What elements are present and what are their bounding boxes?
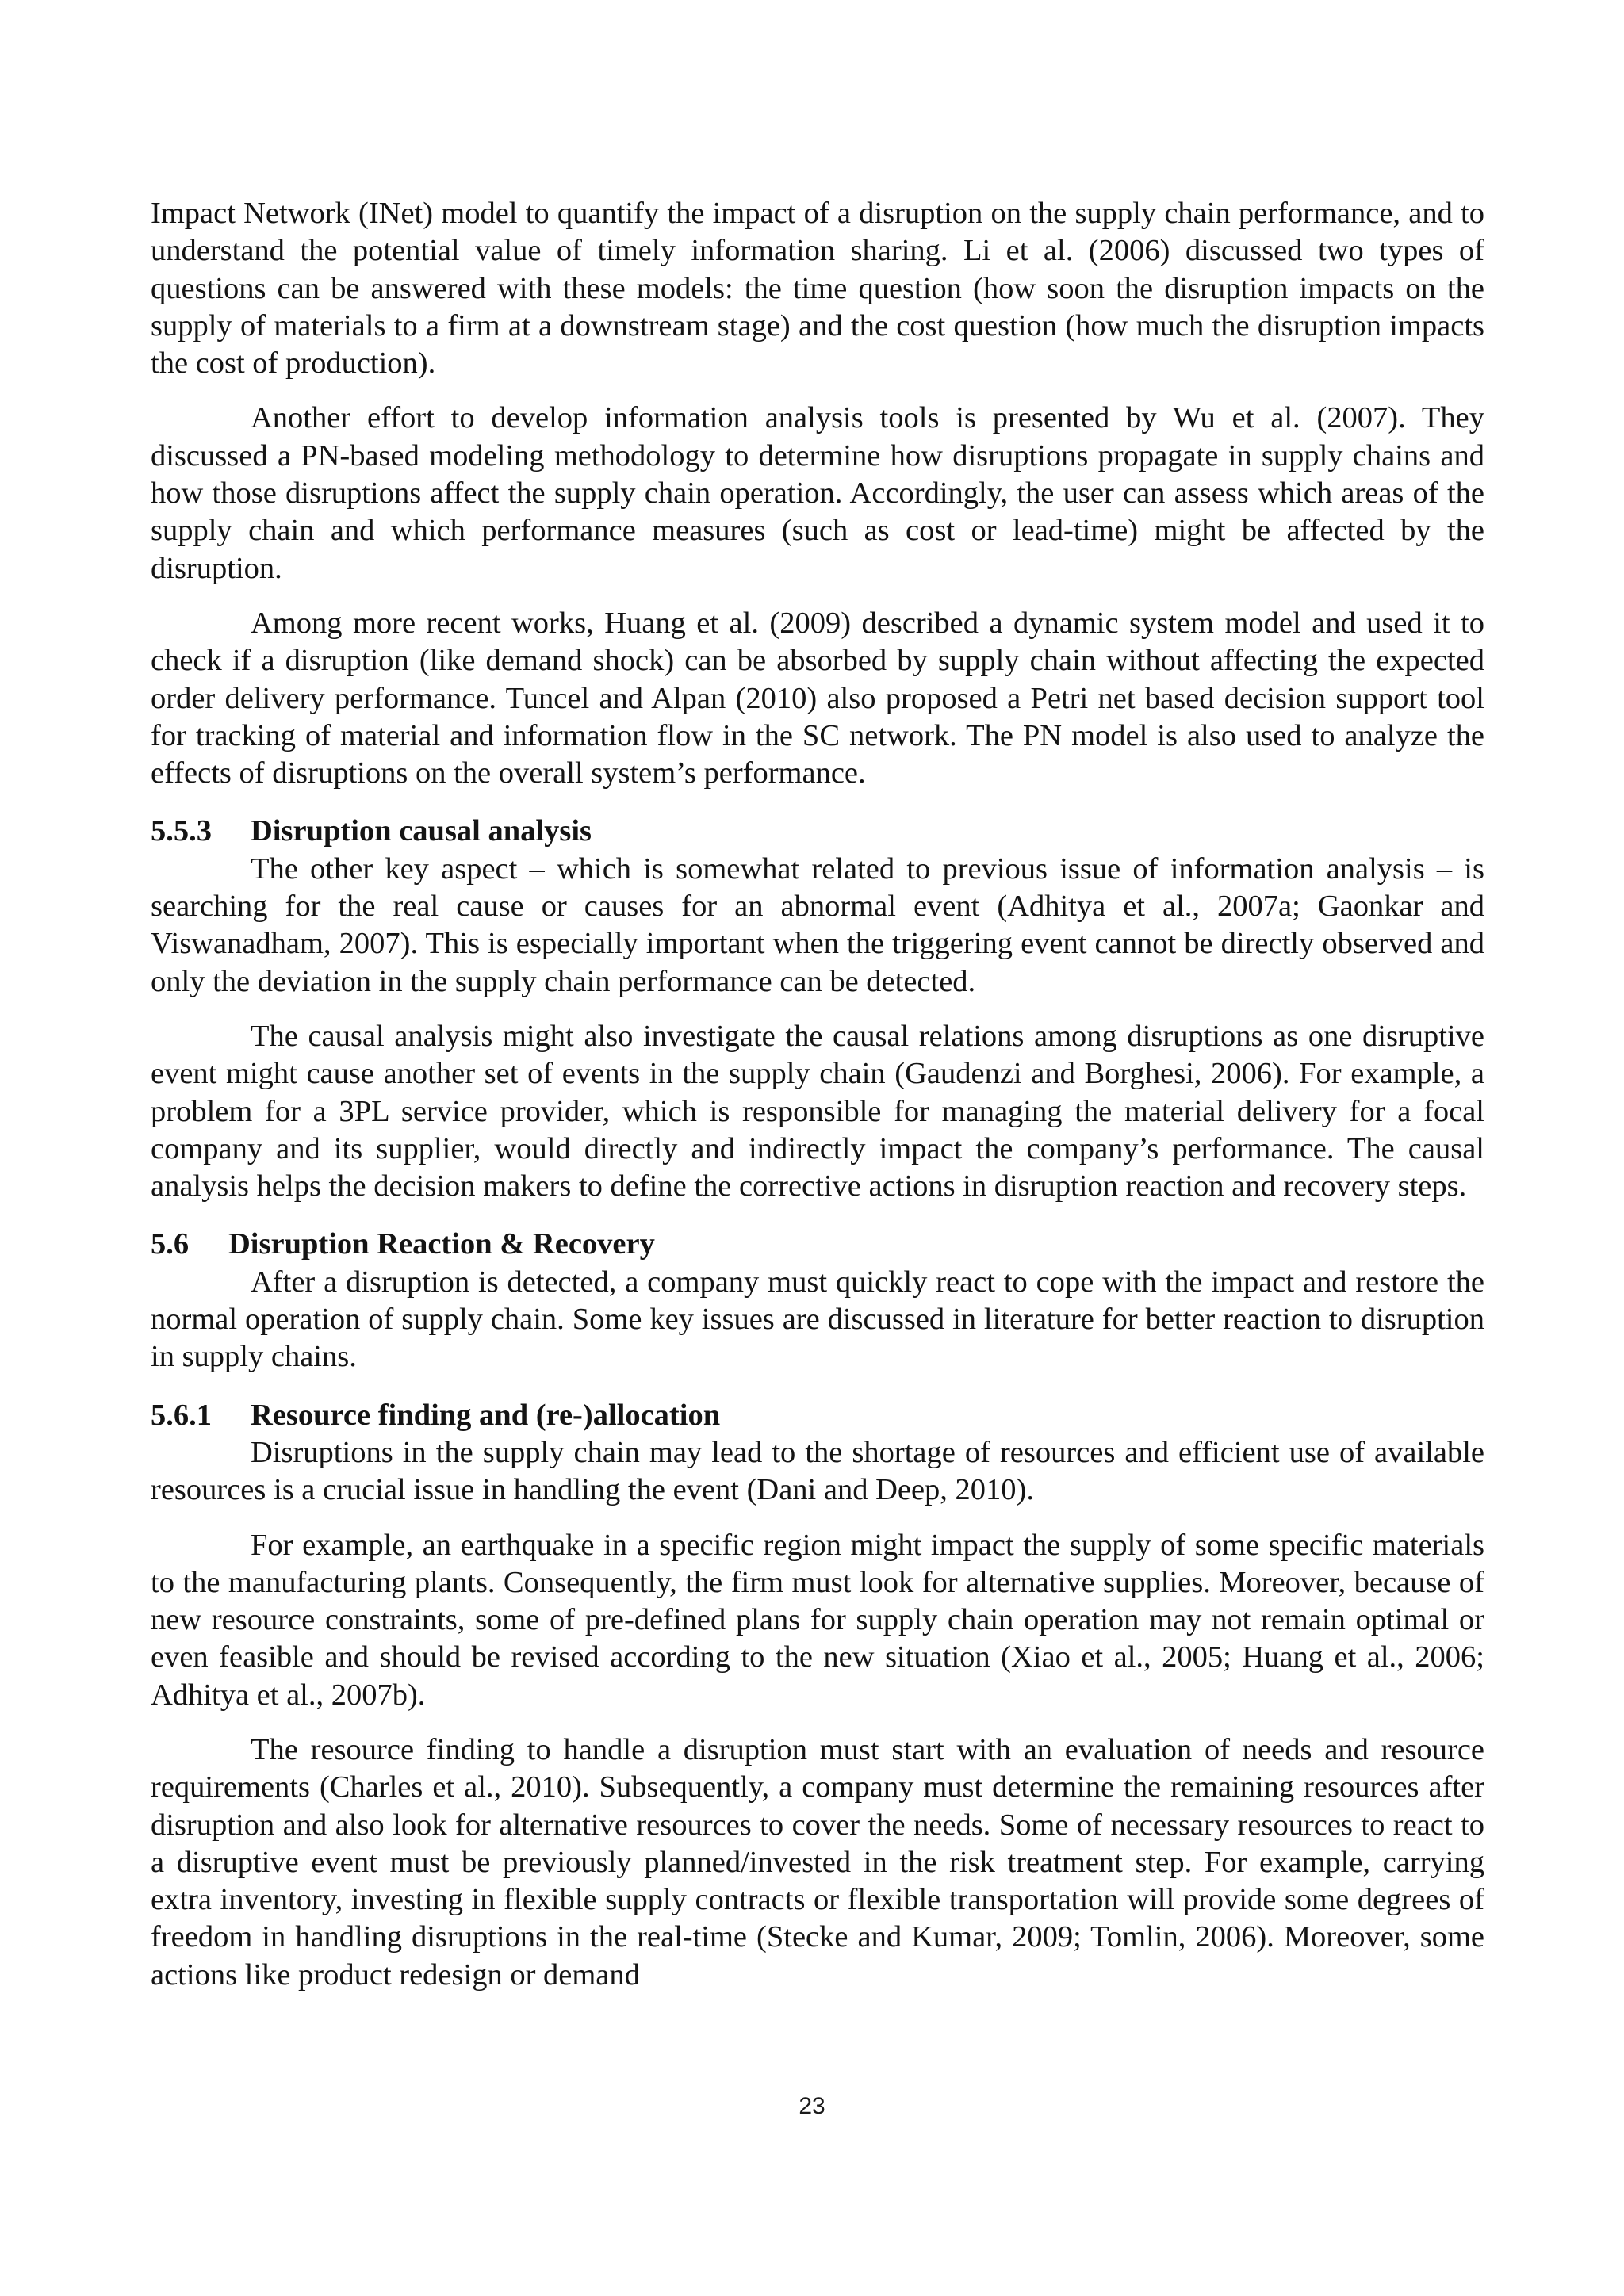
section-heading-5-6-1 <box>151 1397 1484 1434</box>
paragraph: For example, an earthquake in a specific region might impact the supply of some specific materials to the manufacturing plants. Consequently, the firm must look for alternative supplies. Moreover, because of new resource constraints, some of pre-defined plans for supply chain operation may not remain optimal or even feasible and should be revised according to the new situation (Xiao et al., 2005; Huang et al., 2006; Adhitya et al., 2007b). <box>151 1528 1484 1712</box>
section-title: Disruption causal analysis <box>251 814 592 848</box>
section-number: 5.6 <box>151 1227 190 1261</box>
page-number: 23 <box>799 2093 825 2119</box>
section-heading-5-6 <box>151 1226 1484 1263</box>
paragraph: After a disruption is detected, a company must quickly react to cope with the impact and restore the normal operation of supply chain. Some key issues are discussed in literature for better reaction to disruption in supply chains. <box>151 1265 1484 1374</box>
paragraph: Impact Network (INet) model to quantify the impact of a disruption on the supply chain performance, and to understand the potential value of timely information sharing. Li et al. (2006) discussed two types of questions can be answered with these models: the time question (how soon the disruption impacts on the supply of materials to a firm at a downstream stage) and the cost question (how much the disruption impacts the cost of production). <box>151 197 1484 381</box>
paragraph: Disruptions in the supply chain may lead to the shortage of resources and efficient use of available resources is a crucial issue in handling the event (Dani and Deep, 2010). <box>151 1435 1484 1507</box>
paragraph: The resource finding to handle a disruption must start with an evaluation of needs and resource requirements (Charles et al., 2010). Subsequently, a company must determine the remaining resources after disruption and also look for alternative resources to cover the needs. Some of necessary resources to react to a disruptive event must be previously planned/invested in the risk treatment step. For example, carrying extra inventory, investing in flexible supply contracts or flexible transportation will provide some degrees of freedom in handling disruptions in the real-time (Stecke and Kumar, 2009; Tomlin, 2006). Moreover, some actions like product redesign or demand <box>151 1732 1484 1992</box>
section-heading-5-5-3 <box>151 813 1484 850</box>
section-title: Resource finding and (re-)allocation <box>251 1398 721 1432</box>
section-title: Disruption Reaction & Recovery <box>228 1227 655 1261</box>
paragraph: The causal analysis might also investigate the causal relations among disruptions as one disruptive event might cause another set of events in the supply chain (Gaudenzi and Borghesi, 2006). For example, a problem for a 3PL service provider, which is responsible for managing the material delivery for a focal company and its supplier, would directly and indirectly impact the company’s performance. The causal analysis helps the decision makers to define the corrective actions in disruption reaction and recovery steps. <box>151 1019 1484 1203</box>
paragraph: Among more recent works, Huang et al. (2009) described a dynamic system model and used it to check if a disruption (like demand shock) can be absorbed by supply chain without affecting the expected order delivery performance. Tuncel and Alpan (2010) also proposed a Petri net based decision support tool for tracking of material and information flow in the SC network. The PN model is also used to analyze the effects of disruptions on the overall system’s performance. <box>151 606 1484 790</box>
paragraph: The other key aspect – which is somewhat related to previous issue of information analysis – is searching for the real cause or causes for an abnormal event (Adhitya et al., 2007a; Gaonkar and Viswanadham, 2007). This is especially important when the triggering event cannot be directly observed and only the deviation in the supply chain performance can be detected. <box>151 851 1484 998</box>
section-number: 5.5.3 <box>151 814 212 848</box>
paragraph: Another effort to develop information analysis tools is presented by Wu et al. (2007). They discussed a PN-based modeling methodology to determine how disruptions propagate in supply chains and how those disruptions affect the supply chain operation. Accordingly, the user can assess which areas of the supply chain and which performance measures (such as cost or lead-time) might be affected by the disruption. <box>151 401 1484 585</box>
section-number: 5.6.1 <box>151 1398 212 1432</box>
page-content <box>151 195 1484 2011</box>
